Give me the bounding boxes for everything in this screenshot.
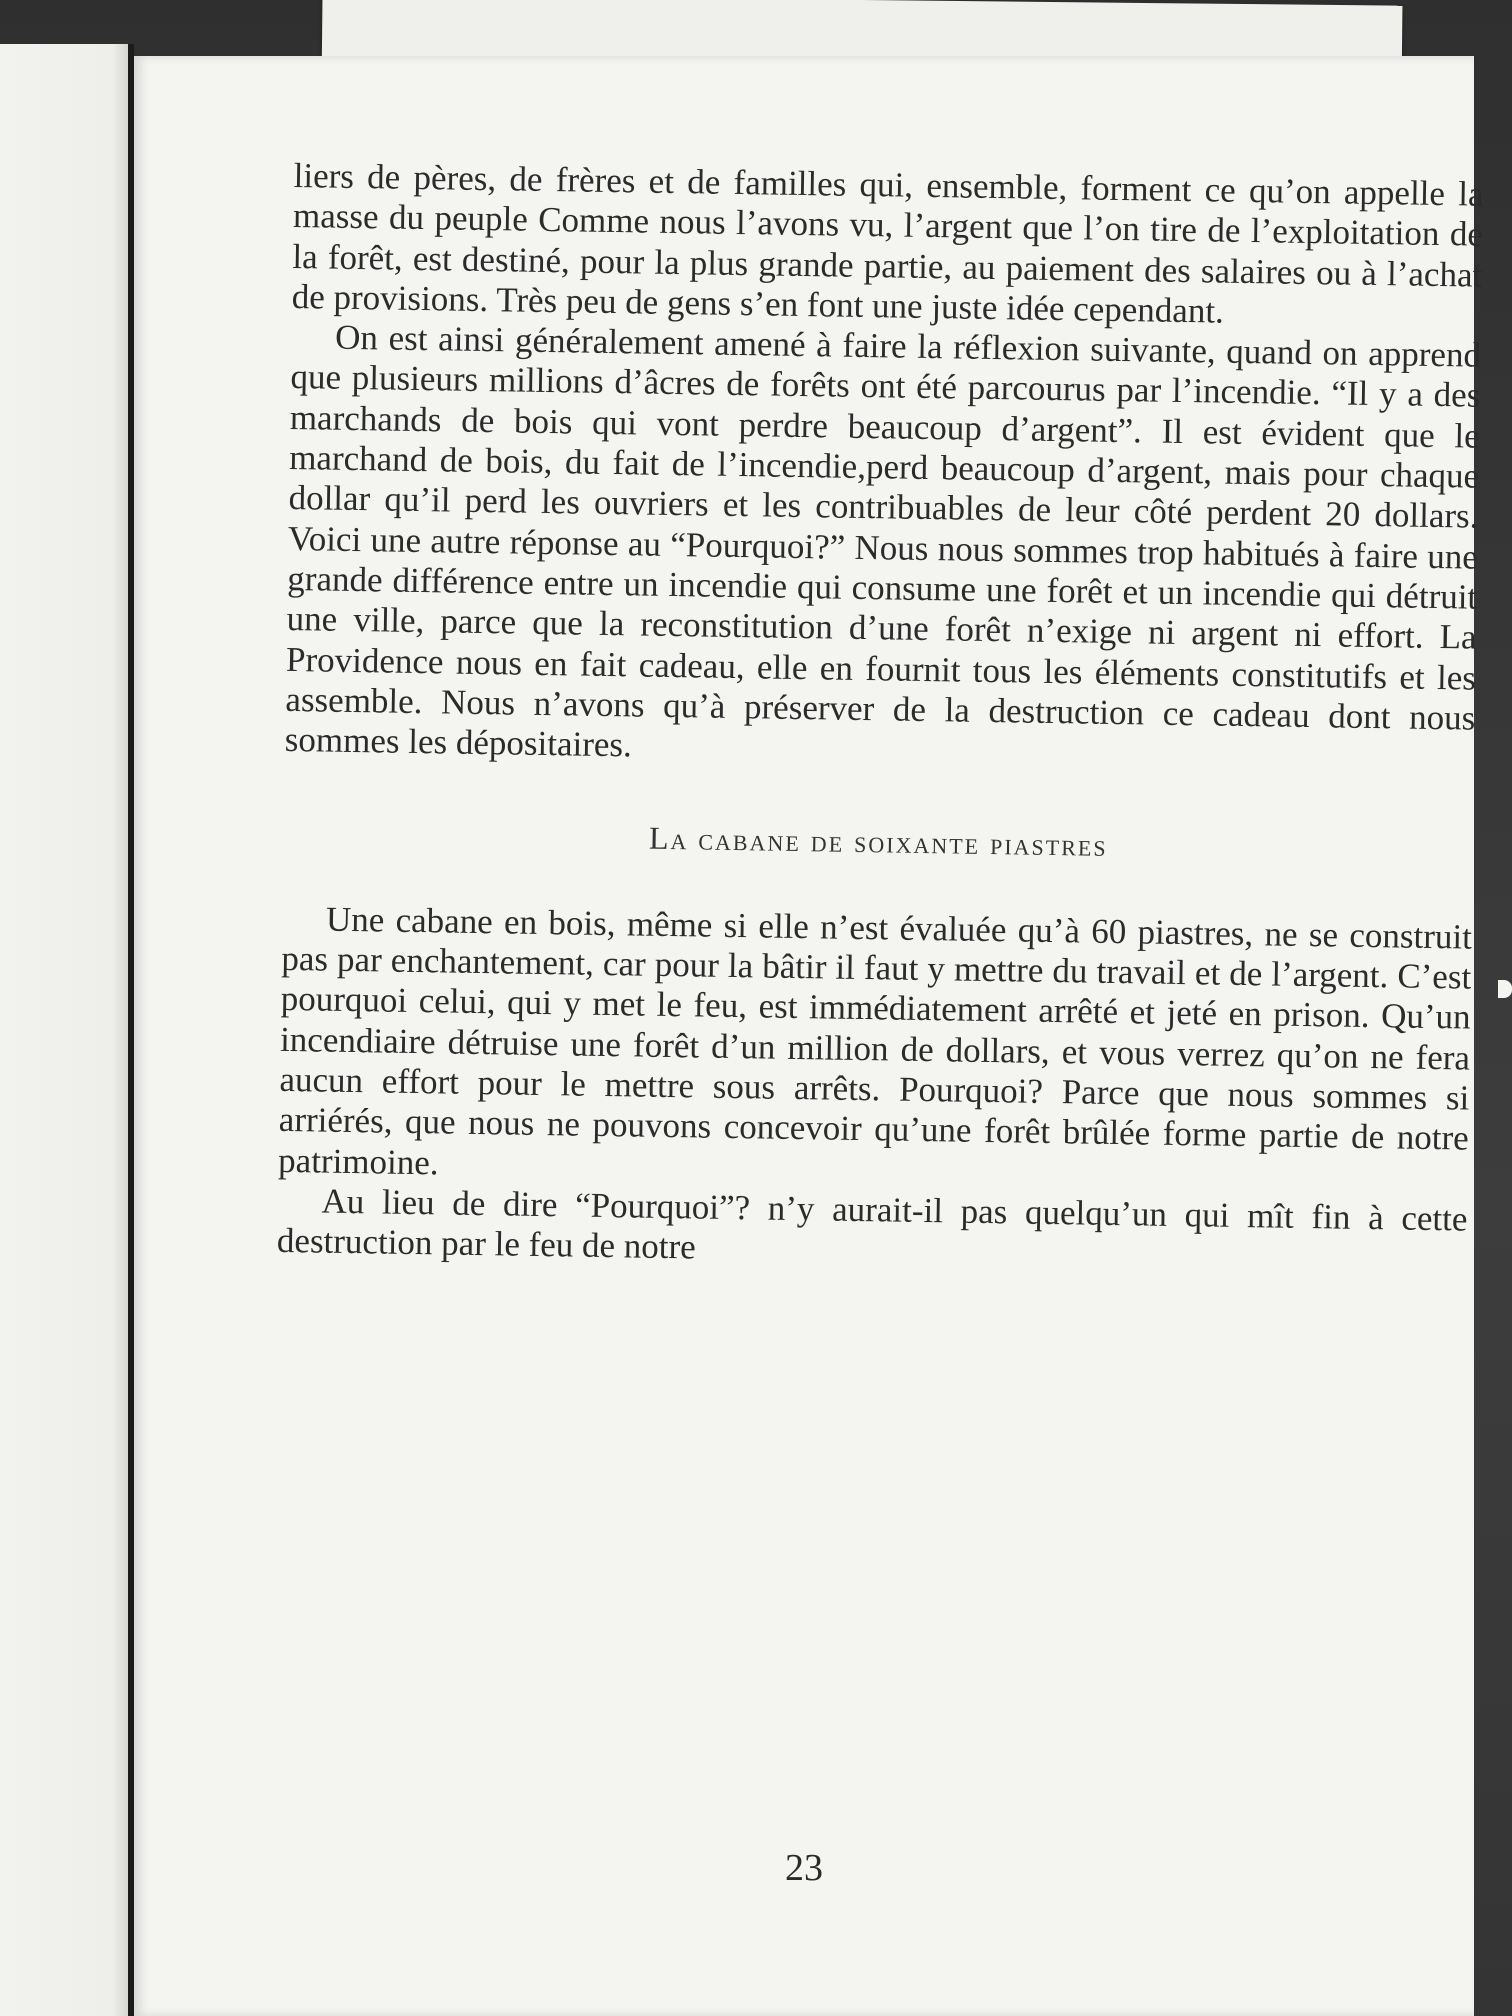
page-text (277, 156, 1484, 1280)
section-heading: La cabane de soixante piastres (648, 820, 1108, 864)
left-page-edge (0, 44, 132, 2016)
paragraph-instead-of-why: Au lieu de dire “Pourquoi”? n’y aurait-il pas quelqu’un qui mît fin à cette destruction par le feu de notre (276, 1181, 1468, 1267)
page-number: 23 (785, 1847, 823, 1889)
paragraph-cabin: Une cabane en bois, même si elle n’est évaluée qu’à 60 piastres, ne se construit pas par enchantement, car pour la bâtir il faut y mettre du travail et de l’argent. C’est pourquoi celui, qui y met le feu, est immédiatement arrêté et jeté en prison. Qu’un incendiaire détruise une forêt d’un million de dollars, et vous verrez qu’on ne fera aucun effort pour le mettre sous arrêts. Pourquoi? Parce que nous sommes si arriérés, que nous ne pouvons concevoir qu’une forêt brûlée forme partie de notre patrimoine. (277, 899, 1473, 1182)
page-edge-tab (1498, 980, 1512, 998)
paragraph-continuation: liers de pères, de frères et de familles qui, ensemble, forment ce qu’on appelle la masse du peuple Comme nous l’avons vu, l’argent que l’on tire de l’exploitation de la forêt, est destiné, pour la plus grande partie, au paiement des salaires ou à l’achat de provisions. Très peu de gens s’en font une juste idée cependant. (291, 156, 1484, 331)
paragraph-forest-fire-losses: On est ainsi généralement amené à faire la réflexion suivante, quand on apprend que plusieurs millions d’âcres de forêts ont été parcourus par l’incendie. “Il y a des marchands de bois qui vont perdre beaucoup d’argent”. Il est évident que le marchand de bois, du fait de l’incendie,perd beaucoup d’argent, mais pour chaque dollar qu’il perd les ouvriers et les contribuables de leur côté perdent 20 dollars. Voici une autre réponse au “Pourquoi?” Nous nous sommes trop habitués à faire une grande différence entre un incendie qui consume une forêt et un incendie qui détruit une ville, parce que la reconstitution d’une forêt n’exige ni argent ni effort. La Providence nous en fait cadeau, elle en fournit tous les éléments constitutifs et les assemble. Nous n’avons qu’à préserver de la destruction ce cadeau dont nous sommes les dépositaires. (284, 317, 1482, 765)
book-page (134, 56, 1484, 2016)
